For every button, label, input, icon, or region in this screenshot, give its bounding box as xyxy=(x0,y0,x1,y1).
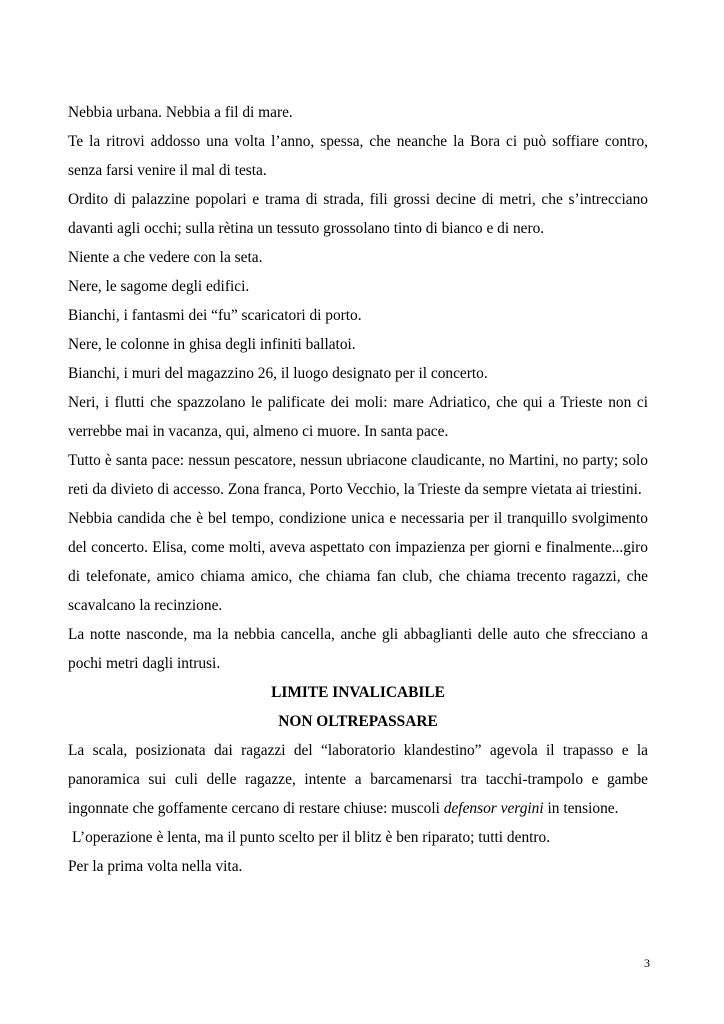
paragraph: Per la prima volta nella vita. xyxy=(68,858,243,875)
paragraph-text: La scala, posizionata dai ragazzi del “laboratorio klandestino” agevola il trapasso e la panoramica sui culi delle ragazze, intente a barcamenarsi tra tacchi-trampolo e gambe ingonnate che goffamente cercano di restare chiuse: muscoli xyxy=(68,742,648,817)
paragraph: Te la ritrovi addosso una volta l’anno, spessa, che neanche la Bora ci può soffiare contro, senza farsi venire il mal di testa. xyxy=(68,133,648,179)
section-heading-limite: LIMITE INVALICABILE xyxy=(271,684,445,701)
paragraph: Nere, le sagome degli edifici. xyxy=(68,278,250,295)
paragraph: Bianchi, i muri del magazzino 26, il luogo designato per il concerto. xyxy=(68,365,488,382)
document-body xyxy=(68,98,648,881)
paragraph-scala xyxy=(68,736,648,823)
paragraph: Nebbia urbana. Nebbia a fil di mare. xyxy=(68,104,293,121)
section-heading-non-oltrepassare: NON OLTREPASSARE xyxy=(278,713,438,730)
paragraph: Tutto è santa pace: nessun pescatore, nessun ubriacone claudicante, no Martini, no party; solo reti da divieto di accesso. Zona franca, Porto Vecchio, la Trieste da sempre vietata ai triestini. xyxy=(68,452,648,498)
paragraph: L’operazione è lenta, ma il punto scelto per il blitz è ben riparato; tutti dentro. xyxy=(72,829,551,846)
paragraph: Ordito di palazzine popolari e trama di strada, fili grossi decine di metri, che s’intrecciano davanti agli occhi; sulla rètina un tessuto grossolano tinto di bianco e di nero. xyxy=(68,191,648,237)
paragraph: La notte nasconde, ma la nebbia cancella, anche gli abbaglianti delle auto che sfrecciano a pochi metri dagli intrusi. xyxy=(68,626,648,672)
paragraph-text: in tensione. xyxy=(543,800,619,817)
paragraph: Niente a che vedere con la seta. xyxy=(68,249,263,266)
paragraph: Neri, i flutti che spazzolano le palificate dei moli: mare Adriatico, che qui a Trieste non ci verrebbe mai in vacanza, qui, almeno ci muore. In santa pace. xyxy=(68,394,648,440)
italic-phrase: defensor vergini xyxy=(443,800,544,817)
paragraph: Bianchi, i fantasmi dei “fu” scaricatori di porto. xyxy=(68,307,362,324)
paragraph: Nebbia candida che è bel tempo, condizione unica e necessaria per il tranquillo svolgimento del concerto. Elisa, come molti, aveva aspettato con impazienza per giorni e finalmente...giro di telefonate, amico chiama amico, che chiama fan club, che chiama trecento ragazzi, che scavalcano la recinzione. xyxy=(68,510,648,614)
page-number: 3 xyxy=(644,956,650,970)
paragraph: Nere, le colonne in ghisa degli infiniti ballatoi. xyxy=(68,336,356,353)
